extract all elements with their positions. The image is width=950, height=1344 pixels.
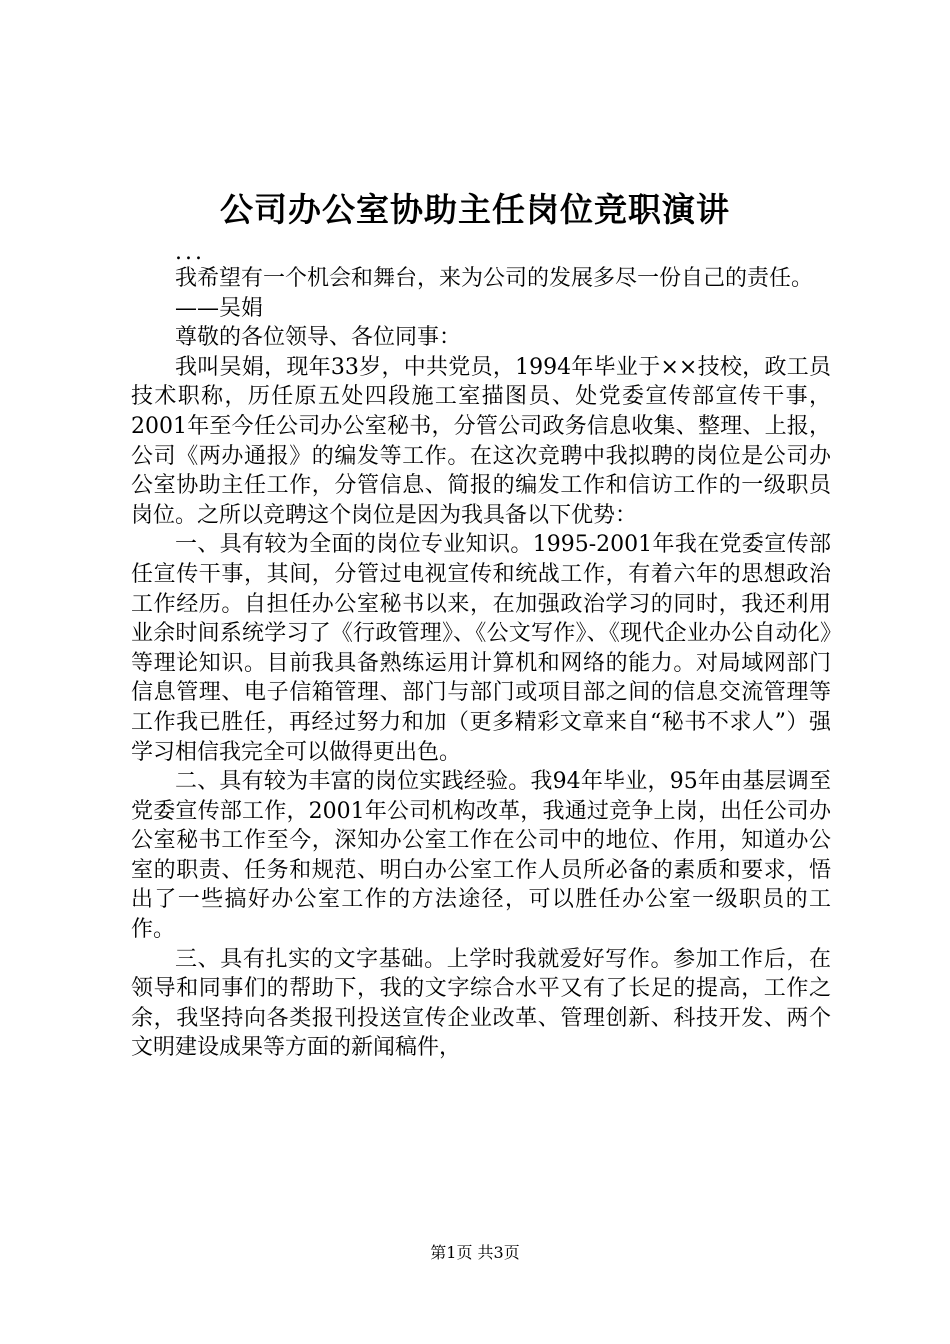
paragraph-introduction: 我叫吴娟，现年33岁，中共党员，1994年毕业于××技校，政工员技术职称，历任原五处四段施工室描图员、处党委宣传部宣传干事，2001年至今任公司办公室秘书，分管公司政务信息收集、整理、上报，公司《两办通报》的编发等工作。在这次竞聘中我拟聘的岗位是公司办公室协助主任工作，分管信息、简报的编发工作和信访工作的一级职员岗位。之所以竞聘这个岗位是因为我具备以下优势： — [131, 354, 831, 528]
paragraph-salutation: 尊敬的各位领导、各位同事： — [175, 325, 462, 351]
paragraph-attribution: ——吴娟 — [175, 295, 264, 321]
paragraph-point-two: 二、具有较为丰富的岗位实践经验。我94年毕业，95年由基层调至党委宣传部工作，2001年公司机构改革，我通过竞争上岗，出任公司办公室秘书工作至今，深知办公室工作在公司中的地位、作用，知道办公室的职责、任务和规范、明白办公室工作人员所必备的素质和要求，悟出了一些搞好办公室工作的方法途径，可以胜任办公室一级职员的工作。 — [131, 769, 831, 943]
document-body — [131, 242, 831, 1063]
page-title: 公司办公室协助主任岗位竞职演讲 — [220, 190, 730, 229]
paragraph-point-one: 一、具有较为全面的岗位专业知识。1995-2001年我在党委宣传部任宣传干事，其间，分管过电视宣传和统战工作，有着六年的思想政治工作经历。自担任办公室秘书以来，在加强政治学习的同时，我还利用业余时间系统学习了《行政管理》、《公文写作》、《现代企业办公自动化》等理论知识。目前我具备熟练运用计算机和网络的能力。对局域网部门信息管理、电子信箱管理、部门与部门或项目部之间的信息交流管理等工作我已胜任，再经过努力和加（更多精彩文章来自“秘书不求人”）强学习相信我完全可以做得更出色。 — [131, 532, 831, 765]
page-number: 第1页 共3页 — [430, 1243, 520, 1262]
ellipsis-line: ... — [175, 240, 205, 265]
paragraph-epigraph: 我希望有一个机会和舞台，来为公司的发展多尽一份自己的责任。 — [175, 266, 814, 291]
paragraph-point-three: 三、具有扎实的文字基础。上学时我就爱好写作。参加工作后，在领导和同事们的帮助下，我的文字综合水平又有了长足的提高，工作之余，我坚持向各类报刊投送宣传企业改革、管理创新、科技开发、两个文明建设成果等方面的新闻稿件， — [131, 946, 831, 1061]
